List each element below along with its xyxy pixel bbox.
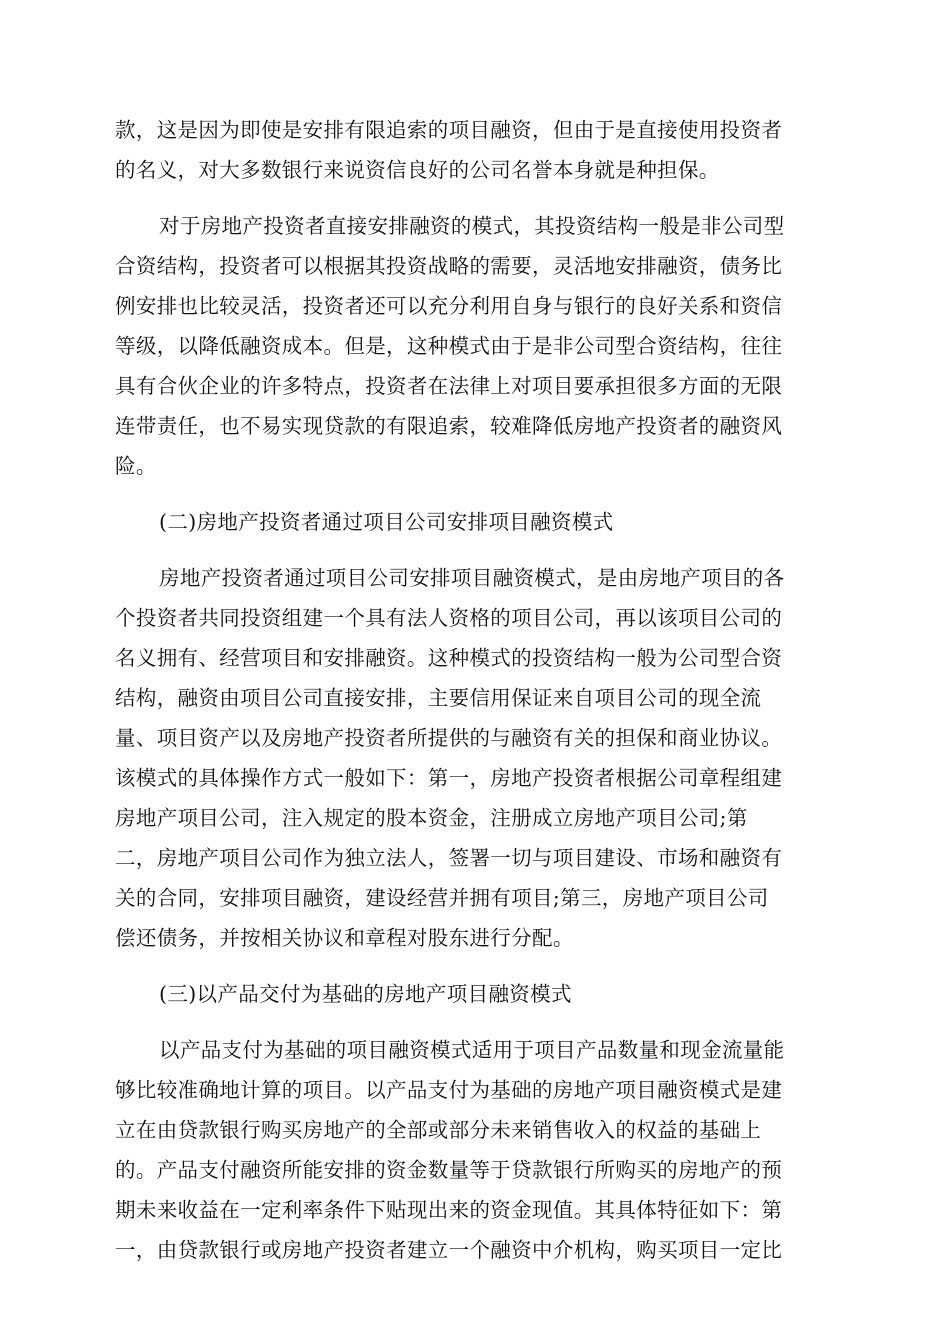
text-line: 房地产项目公司，注入规定的股本资金，注册成立房地产项目公司;第 <box>115 806 748 830</box>
text-line: 例安排也比较灵活，投资者还可以充分利用自身与银行的良好关系和资信 <box>115 294 783 318</box>
paragraph-4 <box>115 1030 837 1270</box>
paragraph-2 <box>115 206 837 486</box>
text-line: 以产品支付为基础的项目融资模式适用于项目产品数量和现金流量能 <box>159 1038 785 1062</box>
text-line: 偿还债务，并按相关协议和章程对股东进行分配。 <box>115 926 574 950</box>
text-line: 的名义，对大多数银行来说资信良好的公司名誉本身就是种担保。 <box>115 158 720 182</box>
text-line: 款，这是因为即使是安排有限追索的项目融资，但由于是直接使用投资者 <box>115 118 783 142</box>
text-line: 个投资者共同投资组建一个具有法人资格的项目公司，再以该项目公司的 <box>115 606 783 630</box>
paragraph-gap <box>115 958 837 974</box>
paragraph-gap <box>115 190 837 206</box>
section-heading-2: (二)房地产投资者通过项目公司安排项目融资模式 <box>159 510 614 534</box>
paragraph-gap <box>115 486 837 502</box>
text-line: 立在由贷款银行购买房地产的全部或部分未来销售收入的权益的基础上 <box>115 1118 762 1142</box>
text-line: 对于房地产投资者直接安排融资的模式，其投资结构一般是非公司型 <box>159 214 785 238</box>
text-line: 期未来收益在一定利率条件下贴现出来的资金现值。其具体特征如下：第 <box>115 1198 783 1222</box>
paragraph-1 <box>115 110 837 190</box>
text-line: 一，由贷款银行或房地产投资者建立一个融资中介机构，购买项目一定比 <box>115 1238 783 1262</box>
document-page <box>115 110 837 1270</box>
text-line: 关的合同，安排项目融资，建设经营并拥有项目;第三，房地产项目公司 <box>115 886 769 910</box>
text-line: 二，房地产项目公司作为独立法人，签署一切与项目建设、市场和融资有 <box>115 846 783 870</box>
paragraph-gap <box>115 542 837 558</box>
section-heading-3: (三)以产品交付为基础的房地产项目融资模式 <box>159 982 572 1006</box>
paragraph-gap <box>115 1014 837 1030</box>
paragraph-3 <box>115 558 837 958</box>
text-line: 连带责任，也不易实现贷款的有限追索，较难降低房地产投资者的融资风 <box>115 414 783 438</box>
text-line: 险。 <box>115 454 157 478</box>
text-line: 的。产品支付融资所能安排的资金数量等于贷款银行所购买的房地产的预 <box>115 1158 783 1182</box>
text-line: 够比较准确地计算的项目。以产品支付为基础的房地产项目融资模式是建 <box>115 1078 783 1102</box>
text-line: 合资结构，投资者可以根据其投资战略的需要，灵活地安排融资，债务比 <box>115 254 783 278</box>
text-line: 量、项目资产以及房地产投资者所提供的与融资有关的担保和商业协议。 <box>115 726 783 750</box>
text-line: 结构，融资由项目公司直接安排，主要信用保证来自项目公司的现全流 <box>115 686 762 710</box>
text-line: 具有合伙企业的许多特点，投资者在法律上对项目要承担很多方面的无限 <box>115 374 783 398</box>
text-line: 该模式的具体操作方式一般如下：第一，房地产投资者根据公司章程组建 <box>115 766 783 790</box>
text-line: 名义拥有、经营项目和安排融资。这种模式的投资结构一般为公司型合资 <box>115 646 783 670</box>
text-line: 等级，以降低融资成本。但是，这种模式由于是非公司型合资结构，往往 <box>115 334 783 358</box>
text-line: 房地产投资者通过项目公司安排项目融资模式，是由房地产项目的各 <box>159 566 785 590</box>
